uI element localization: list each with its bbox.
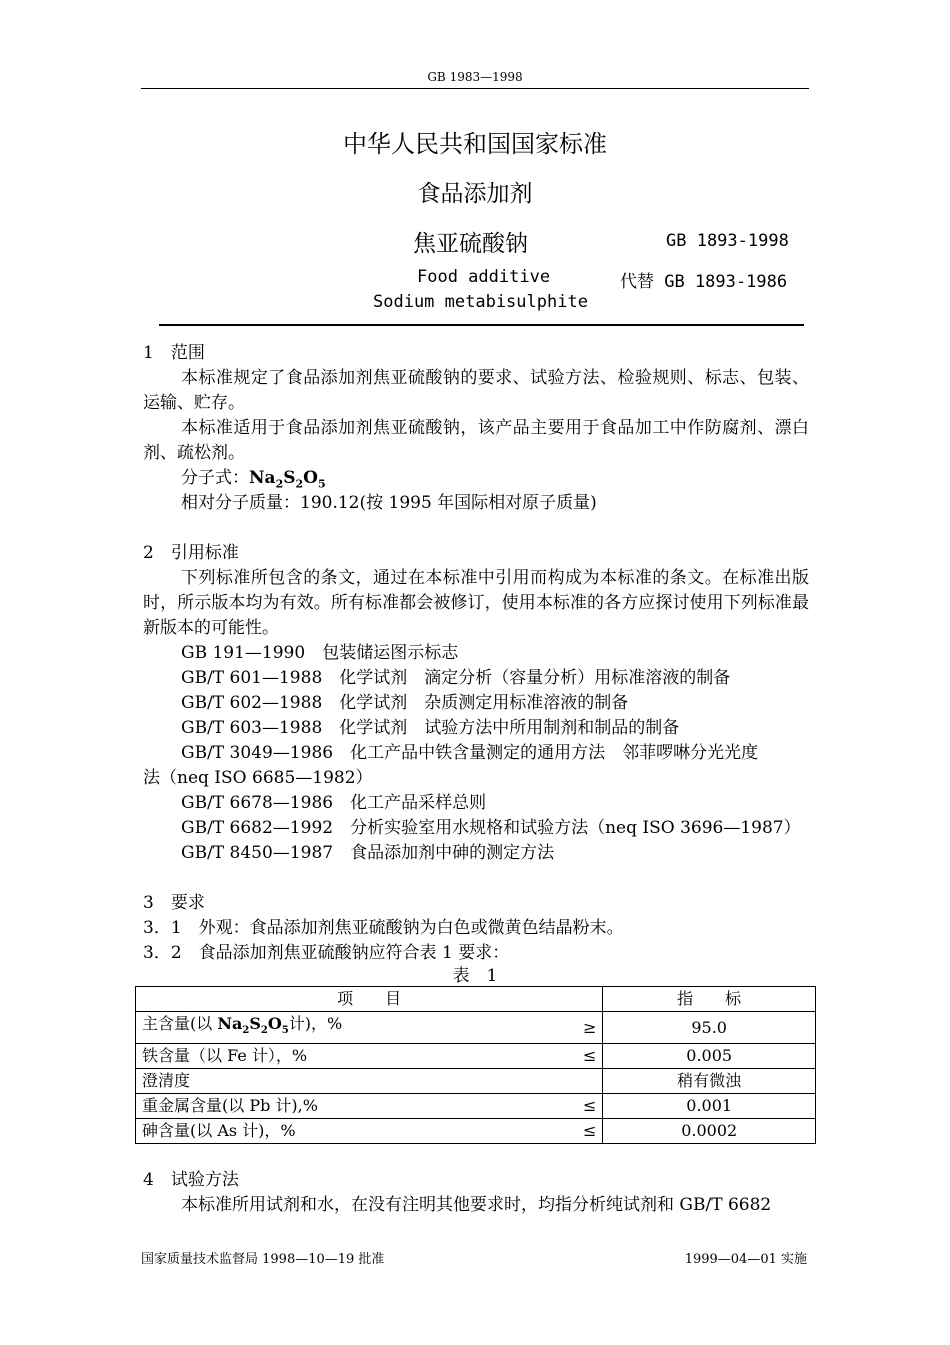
table-cell-symbol: ≤ (547, 1044, 603, 1069)
table-cell-item: 铁含量（以 Fe 计），% (136, 1044, 547, 1069)
table-cell-item: 主含量(以 $Na_2S_2O_5$计)，% (136, 1012, 547, 1044)
table-cell-value: 0.0002 (603, 1119, 816, 1144)
table-cell-value: 稍有微浊 (603, 1069, 816, 1094)
table-cell-value: 0.005 (603, 1044, 816, 1069)
table-row (136, 1044, 816, 1069)
english-title-2: Sodium metabisulphite (373, 292, 588, 312)
product-category: 食品添加剂 (417, 181, 533, 207)
reference-item: GB/T 603—1988 化学试剂 试验方法中所用制剂和制品的制备 (181, 718, 680, 738)
approval-note: 国家质量技术监督局 1998—10—19 批准 (141, 1252, 385, 1267)
reference-item: GB/T 602—1988 化学试剂 杂质测定用标准溶液的制备 (181, 693, 629, 713)
section-3-1: 3．1 外观：食品添加剂焦亚硫酸钠为白色或微黄色结晶粉末。 (143, 918, 624, 938)
standard-number: GB 1893-1998 (666, 231, 789, 251)
product-name: 焦亚硫酸钠 (413, 231, 528, 257)
table-cell-symbol (547, 1069, 603, 1094)
table-cell-symbol: ≤ (547, 1094, 603, 1119)
reference-item: GB 191—1990 包装储运图示标志 (181, 643, 459, 663)
section-3-2: 3．2 食品添加剂焦亚硫酸钠应符合表 1 要求： (143, 943, 510, 963)
section-1-paragraph-2: 本标准适用于食品添加剂焦亚硫酸钠，该产品主要用于食品加工中作防腐剂、漂白剂、疏松剂。 (143, 418, 809, 463)
effective-date: 1999—04—01 实施 (684, 1252, 807, 1267)
section-2-paragraph: 下列标准所包含的条文，通过在本标准中引用而构成为本标准的条文。在标准出版时，所示版本均为有效。所有标准都会被修订，使用本标准的各方应探讨使用下列标准最新版本的可能性。 (143, 568, 809, 638)
molecular-mass: 相对分子质量：190.12(按 1995 年国际相对原子质量) (181, 493, 597, 513)
reference-item: GB/T 8450—1987 食品添加剂中砷的测定方法 (181, 843, 555, 863)
section-1-heading: 1 范围 (143, 343, 205, 363)
standard-title: 中华人民共和国国家标准 (343, 130, 607, 158)
replaces-standard: 代替 GB 1893-1986 (620, 272, 788, 292)
table-row (136, 1069, 816, 1094)
requirements-table (135, 986, 816, 1144)
english-title-1: Food additive (417, 267, 551, 287)
table-cell-value: 0.001 (603, 1094, 816, 1119)
table-cell-item: 重金属含量(以 Pb 计),% (136, 1094, 547, 1119)
reference-item: GB/T 3049—1986 化工产品中铁含量测定的通用方法 邻菲啰啉分光光度 (181, 743, 759, 763)
section-2-heading: 2 引用标准 (143, 543, 239, 563)
table-cell-value: 95.0 (603, 1012, 816, 1044)
reference-item: GB/T 6678—1986 化工产品采样总则 (181, 793, 487, 813)
table-header-item: 项 目 (136, 987, 603, 1012)
running-header: GB 1983—1998 (427, 70, 523, 84)
table-cell-item: 澄清度 (136, 1069, 547, 1094)
table-row (136, 1119, 816, 1144)
table-header-value: 指 标 (603, 987, 816, 1012)
table-header-row (136, 987, 816, 1012)
reference-item: GB/T 601—1988 化学试剂 滴定分析（容量分析）用标准溶液的制备 (181, 668, 731, 688)
table-cell-symbol: ≥ (547, 1012, 603, 1044)
section-4-paragraph: 本标准所用试剂和水，在没有注明其他要求时，均指分析纯试剂和 GB/T 6682 (181, 1195, 772, 1215)
table-caption: 表 1 (452, 966, 498, 986)
title-rule (159, 324, 804, 326)
section-1-paragraph-1: 本标准规定了食品添加剂焦亚硫酸钠的要求、试验方法、检验规则、标志、包装、运输、贮存。 (143, 368, 809, 413)
table-cell-item: 砷含量(以 As 计)，% (136, 1119, 547, 1144)
section-4-heading: 4 试验方法 (143, 1170, 239, 1190)
table-row (136, 1094, 816, 1119)
formula-label: 分子式： (181, 468, 249, 488)
molecular-formula: 分子式：$Na_2S_2O_5$ (181, 468, 326, 491)
header-rule (141, 88, 809, 89)
section-3-heading: 3 要求 (143, 893, 205, 913)
reference-item-continued: 法（neq ISO 6685—1982） (143, 768, 373, 788)
table-cell-symbol: ≤ (547, 1119, 603, 1144)
table-row (136, 1012, 816, 1044)
reference-item: GB/T 6682—1992 分析实验室用水规格和试验方法（neq ISO 3696—1987） (181, 818, 801, 838)
